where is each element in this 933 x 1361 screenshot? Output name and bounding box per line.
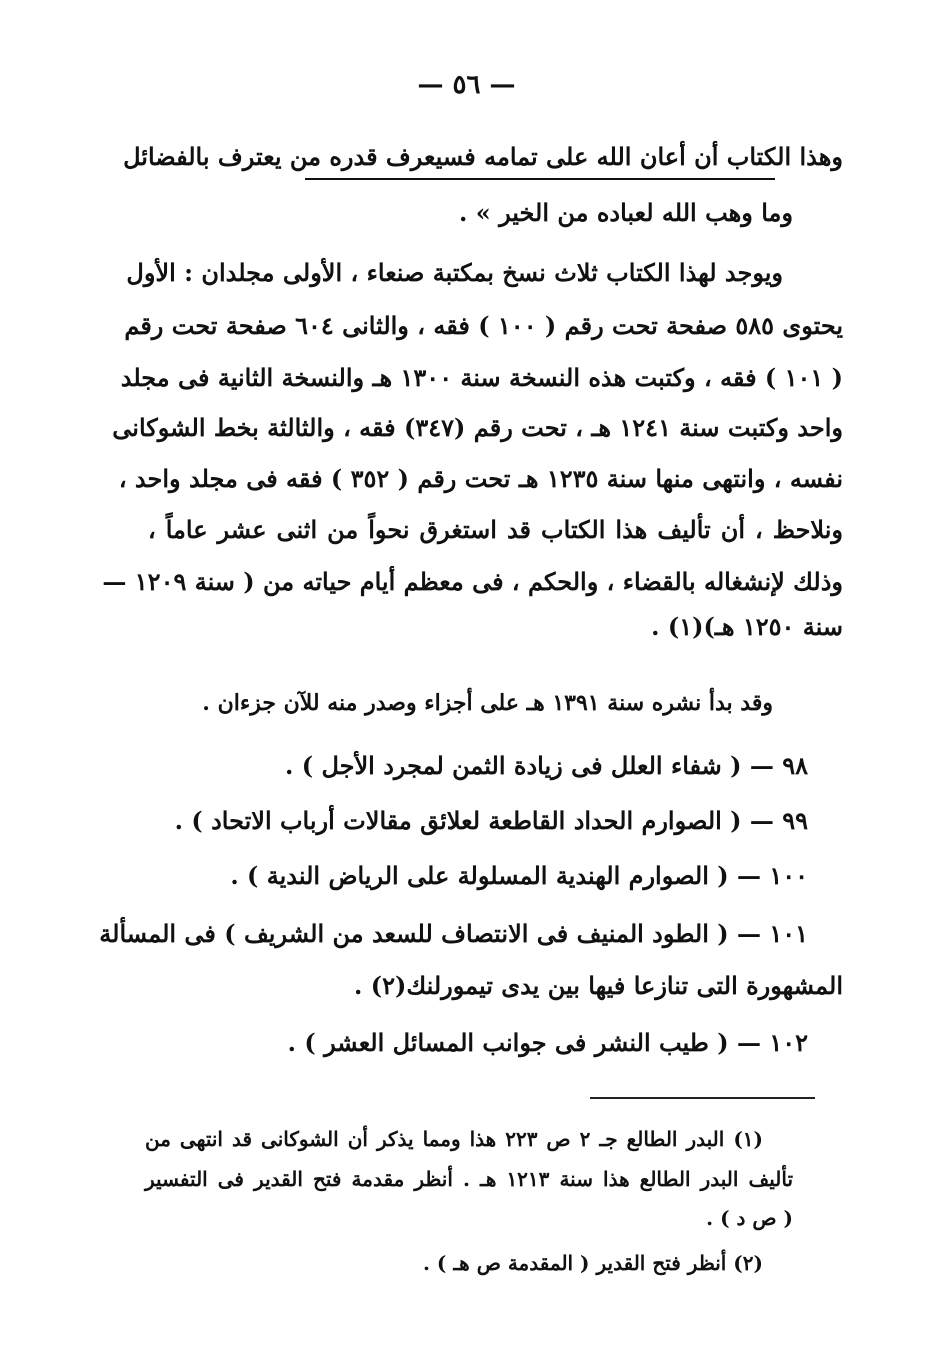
footnote-2: (٢) أنظر فتح القدير ( المقدمة ص هـ ) . <box>422 1251 763 1275</box>
list-item-99: ٩٩ — ( الصوارم الحداد القاطعة لعلائق مقالات أرباب الاتحاد ) . <box>174 806 808 835</box>
paragraph-1-line-1: وهذا الكتاب أن أعان الله على تمامه فسيعرف قدره من يعترف بالفضائل <box>123 142 843 171</box>
footnote-1-line-2: تأليف البدر الطالع هذا سنة ١٢١٣ هـ . أنظر مقدمة فتح القدير فى التفسير <box>145 1167 794 1191</box>
paragraph-2-line-5: نفسه ، وانتهى منها سنة ١٢٣٥ هـ تحت رقم ( ٣٥٢ ) فقه فى مجلد واحد ، <box>118 464 843 493</box>
list-item-102: ١٠٢ — ( طيب النشر فى جوانب المسائل العشر ) . <box>287 1028 808 1057</box>
footnote-1-line-1: (١) البدر الطالع جـ ٢ ص ٢٢٣ هذا ومما يذكر أن الشوكانى قد انتهى من <box>145 1127 763 1151</box>
paragraph-3: وقد بدأ نشره سنة ١٣٩١ هـ على أجزاء وصدر منه للآن جزءان . <box>202 690 773 716</box>
list-item-100: ١٠٠ — ( الصوارم الهندية المسلولة على الرياض الندية ) . <box>230 861 808 890</box>
paragraph-2-line-3: ( ١٠١ ) فقه ، وكتبت هذه النسخة سنة ١٣٠٠ هـ والنسخة الثانية فى مجلد <box>120 363 843 392</box>
list-item-98: ٩٨ — ( شفاء العلل فى زيادة الثمن لمجرد الأجل ) . <box>285 751 808 780</box>
paragraph-2-line-1: ويوجد لهذا الكتاب ثلاث نسخ بمكتبة صنعاء ، الأولى مجلدان : الأول <box>126 258 783 287</box>
paragraph-1-line-2: وما وهب الله لعباده من الخير » . <box>459 198 793 227</box>
footnote-separator <box>590 1097 815 1099</box>
paragraph-2-line-6: ونلاحظ ، أن تأليف هذا الكتاب قد استغرق نحواً من اثنى عشر عاماً ، <box>148 515 843 544</box>
footnote-1-line-3: ( ص د ) . <box>706 1206 793 1230</box>
list-item-101-continuation: المشهورة التى تنازعا فيها بين يدى تيمورلنك(٢) . <box>354 971 843 1000</box>
paragraph-2-line-8: سنة ١٢٥٠ هـ)(١) . <box>651 612 843 641</box>
underline-mark <box>305 178 775 180</box>
paragraph-2-line-4: واحد وكتبت سنة ١٢٤١ هـ ، تحت رقم (٣٤٧) فقه ، والثالثة بخط الشوكانى <box>112 413 843 442</box>
paragraph-2-line-7: وذلك لإنشغاله بالقضاء ، والحكم ، فى معظم أيام حياته من ( سنة ١٢٠٩ — <box>102 567 843 596</box>
paragraph-2-line-2: يحتوى ٥٨٥ صفحة تحت رقم ( ١٠٠ ) فقه ، والثانى ٦٠٤ صفحة تحت رقم <box>124 311 843 340</box>
page-number: — ٥٦ — <box>417 70 516 100</box>
list-item-101: ١٠١ — ( الطود المنيف فى الانتصاف للسعد من الشريف ) فى المسألة <box>99 919 808 948</box>
